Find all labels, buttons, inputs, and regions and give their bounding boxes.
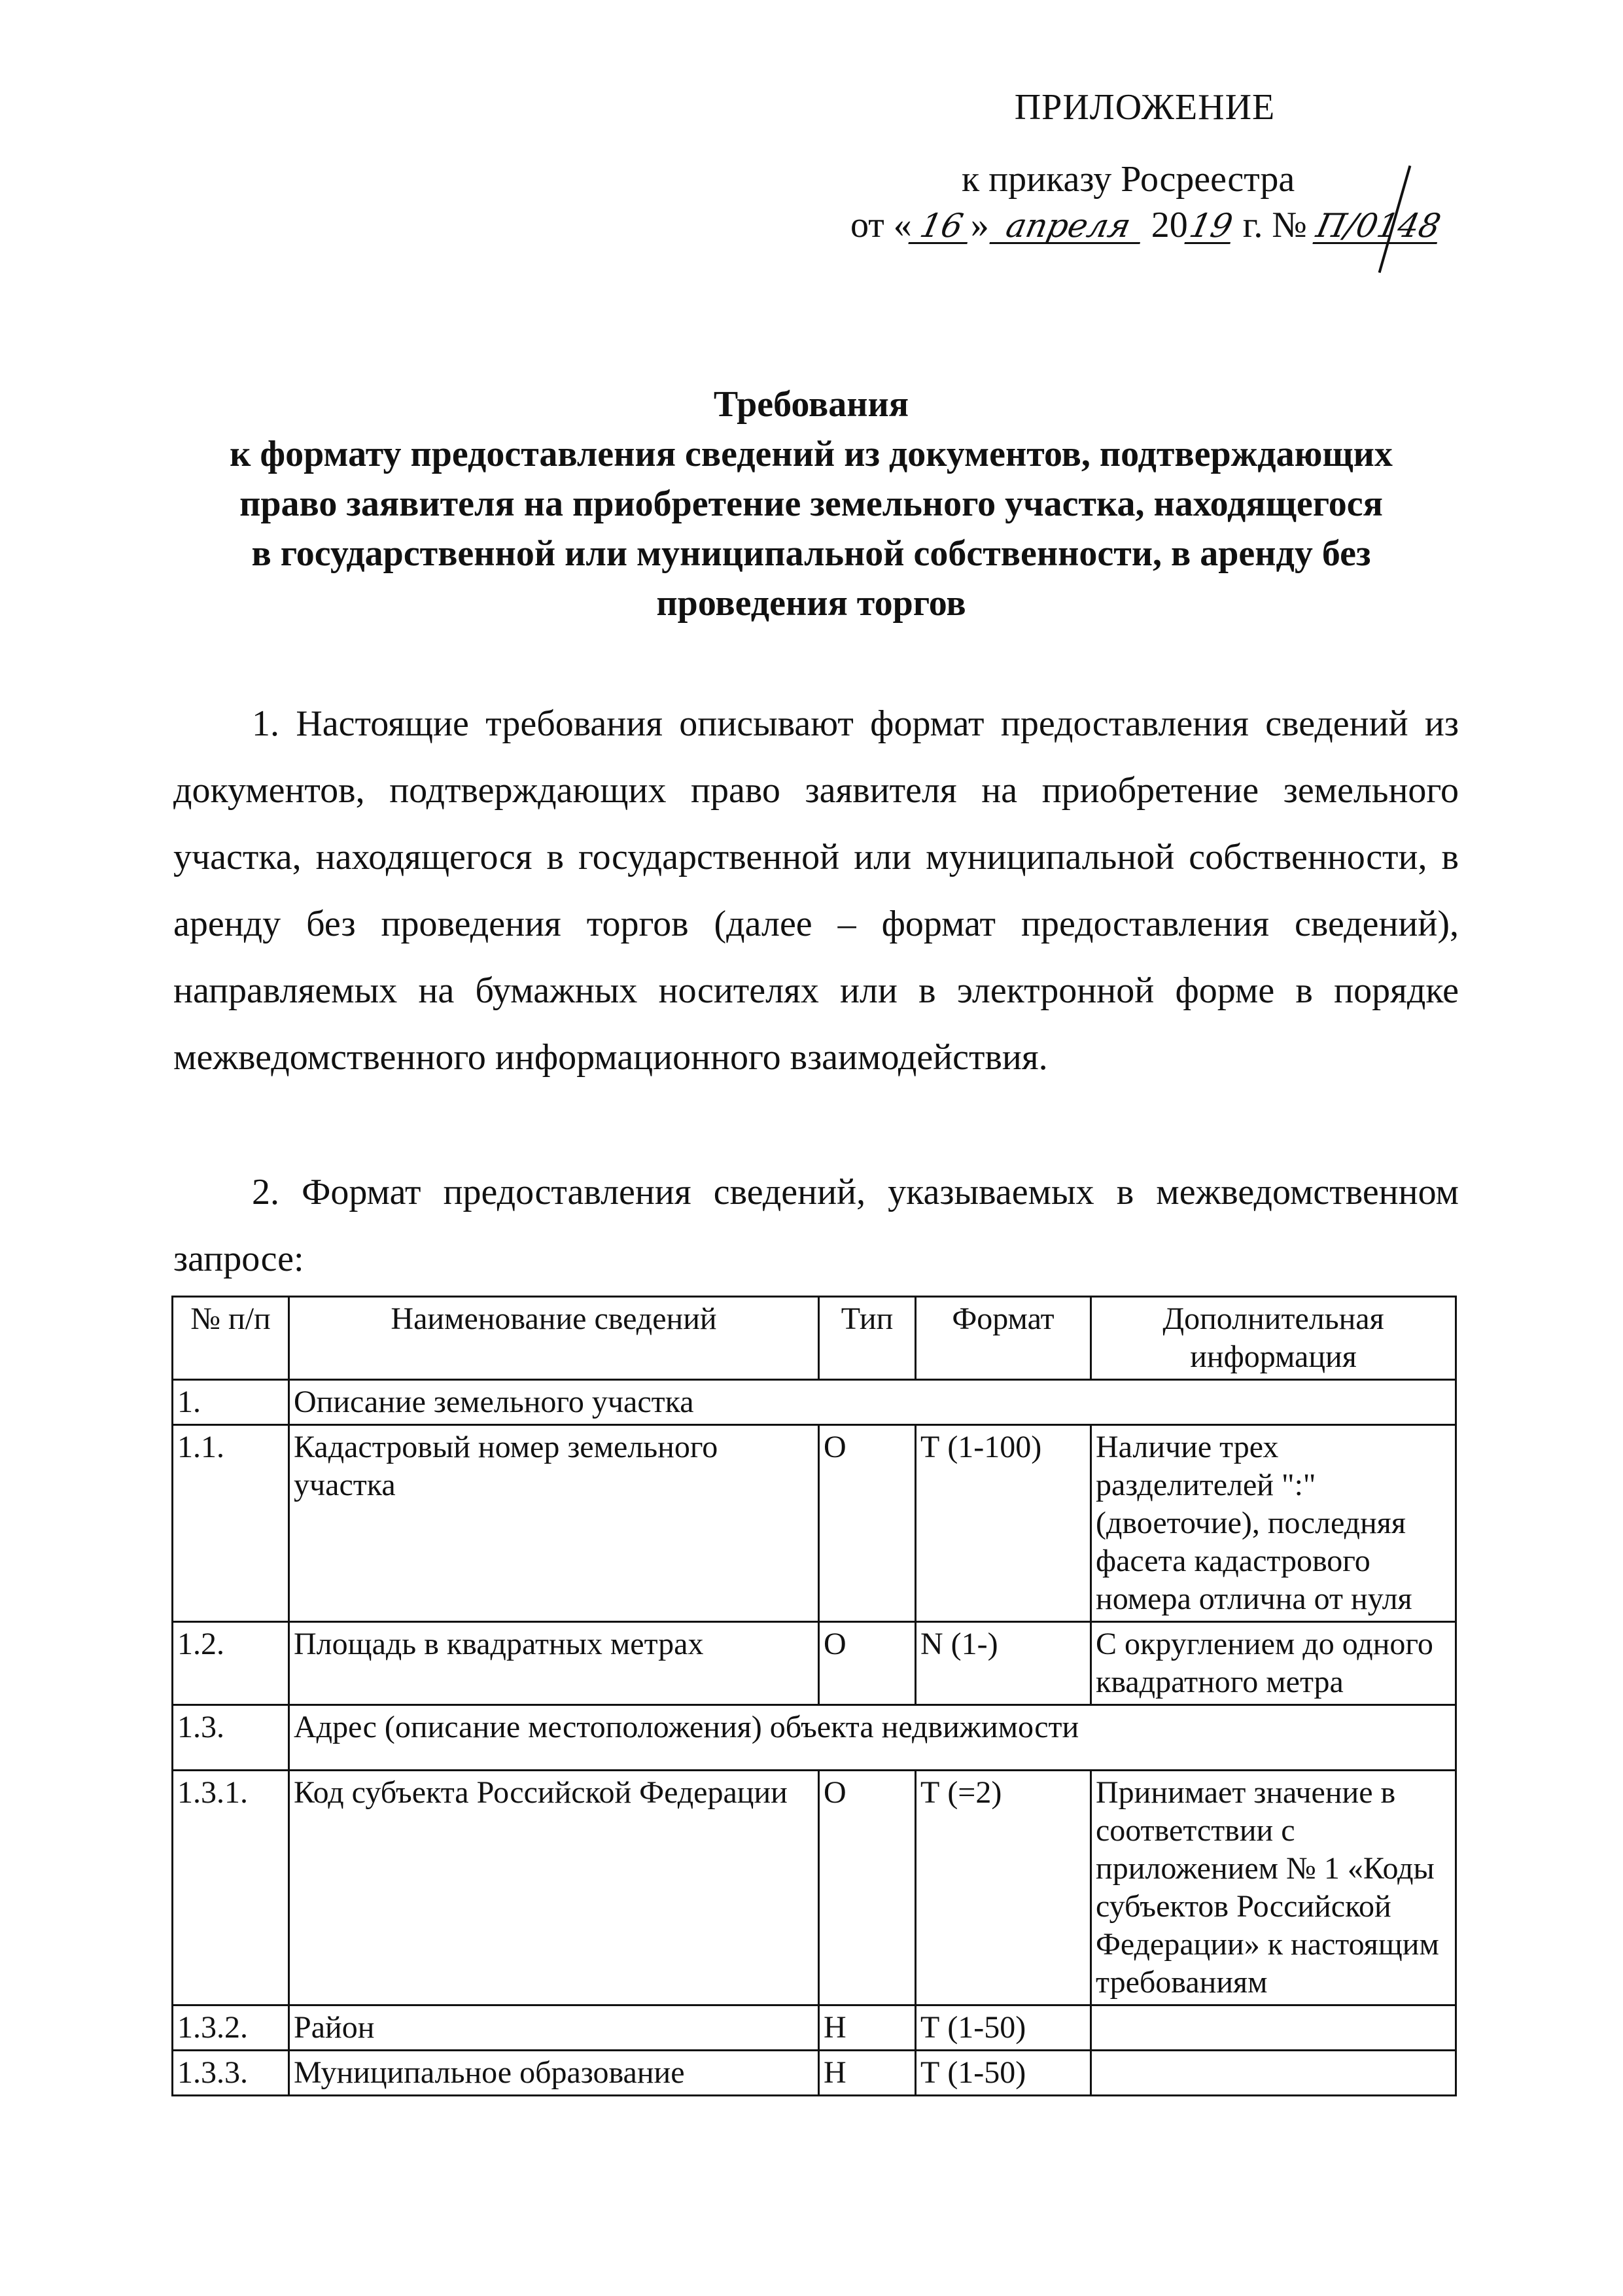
year-prefix: 20 bbox=[1151, 205, 1188, 245]
title-line-5: проведения торгов bbox=[656, 583, 966, 624]
cell-name: Муниципальное образование bbox=[289, 2051, 819, 2096]
cell-format: Т (=2) bbox=[916, 1771, 1091, 2005]
cell-name: Площадь в квадратных метрах bbox=[289, 1622, 819, 1705]
appendix-order-ref: к приказу Росреестра bbox=[962, 159, 1295, 200]
title-line-2: к формату предоставления сведений из документов, подтверждающих bbox=[230, 434, 1393, 474]
cell-name: Код субъекта Российской Федерации bbox=[289, 1771, 819, 2005]
table-row bbox=[173, 2051, 1456, 2096]
cell-name: Район bbox=[289, 2005, 819, 2051]
cell-type: О bbox=[819, 1425, 916, 1622]
header-format: Формат bbox=[916, 1297, 1091, 1380]
table-row bbox=[173, 2005, 1456, 2051]
cell-name: Адрес (описание местоположения) объекта недвижимости bbox=[289, 1705, 1456, 1771]
title-line-4: в государственной или муниципальной собственности, в аренду без bbox=[251, 533, 1371, 574]
cell-name: Кадастровый номер земельного участка bbox=[289, 1425, 819, 1622]
cell-info: С округлением до одного квадратного метра bbox=[1091, 1622, 1456, 1705]
cell-num: 1.3. bbox=[173, 1705, 289, 1771]
table-row bbox=[173, 1705, 1456, 1771]
cell-name: Описание земельного участка bbox=[289, 1380, 1456, 1425]
title-line-1: Требования bbox=[713, 384, 909, 425]
cell-num: 1.2. bbox=[173, 1622, 289, 1705]
header-type: Тип bbox=[819, 1297, 916, 1380]
handwritten-day: 16 bbox=[908, 209, 974, 244]
cell-format: Т (1-50) bbox=[916, 2051, 1091, 2096]
table-row bbox=[173, 1380, 1456, 1425]
cell-type: О bbox=[819, 1622, 916, 1705]
table-row bbox=[173, 1622, 1456, 1705]
header-name: Наименование сведений bbox=[289, 1297, 819, 1380]
title-line-3: право заявителя на приобретение земельного участка, находящегося bbox=[239, 484, 1383, 524]
from-prefix: от « bbox=[850, 205, 912, 245]
cell-info: Принимает значение в соответствии с приложением № 1 «Коды субъектов Российской Федерации» к настоящим требованиям bbox=[1091, 1771, 1456, 2005]
cell-format: Т (1-50) bbox=[916, 2005, 1091, 2051]
cell-format: N (1-) bbox=[916, 1622, 1091, 1705]
cell-type: О bbox=[819, 1771, 916, 2005]
handwritten-year: 19 bbox=[1184, 209, 1237, 244]
table-row bbox=[173, 1425, 1456, 1622]
cell-num: 1. bbox=[173, 1380, 289, 1425]
handwritten-month: апреля bbox=[989, 209, 1147, 244]
requirements-table bbox=[171, 1296, 1457, 2096]
header-info: Дополнительная информация bbox=[1091, 1297, 1456, 1380]
cell-info bbox=[1091, 2005, 1456, 2051]
cell-num: 1.3.1. bbox=[173, 1771, 289, 2005]
paragraph-1: 1. Настоящие требования описывают формат предоставления сведений из документов, подтверждающих право заявителя на приобретение земельного участка, находящегося в государственной или муниципальной собственности, в аренду без проведения торгов (далее – формат предоставления сведений), направляемых на бумажных носителях или в электронной форме в порядке межведомственного информационного взаимодействия. bbox=[173, 703, 1459, 1078]
g-number-label: г. № bbox=[1242, 205, 1307, 245]
cell-type: Н bbox=[819, 2005, 916, 2051]
table-header-row bbox=[173, 1297, 1456, 1380]
cell-num: 1.3.2. bbox=[173, 2005, 289, 2051]
appendix-title: ПРИЛОЖЕНИЕ bbox=[1014, 87, 1276, 128]
cell-info: Наличие трех разделителей ":" (двоеточие), последняя фасета кадастрового номера отлична от нуля bbox=[1091, 1425, 1456, 1622]
handwritten-order-number: П/0148 bbox=[1313, 207, 1444, 245]
appendix-order-date bbox=[850, 204, 1444, 246]
header-num: № п/п bbox=[173, 1297, 289, 1380]
cell-format: Т (1-100) bbox=[916, 1425, 1091, 1622]
cell-info bbox=[1091, 2051, 1456, 2096]
table-row bbox=[173, 1771, 1456, 2005]
quote-close: » bbox=[970, 205, 989, 245]
cell-num: 1.3.3. bbox=[173, 2051, 289, 2096]
document-title bbox=[164, 380, 1459, 628]
cell-type: Н bbox=[819, 2051, 916, 2096]
cell-num: 1.1. bbox=[173, 1425, 289, 1622]
paragraph-2: 2. Формат предоставления сведений, указываемых в межведомственном запросе: bbox=[173, 1172, 1459, 1279]
